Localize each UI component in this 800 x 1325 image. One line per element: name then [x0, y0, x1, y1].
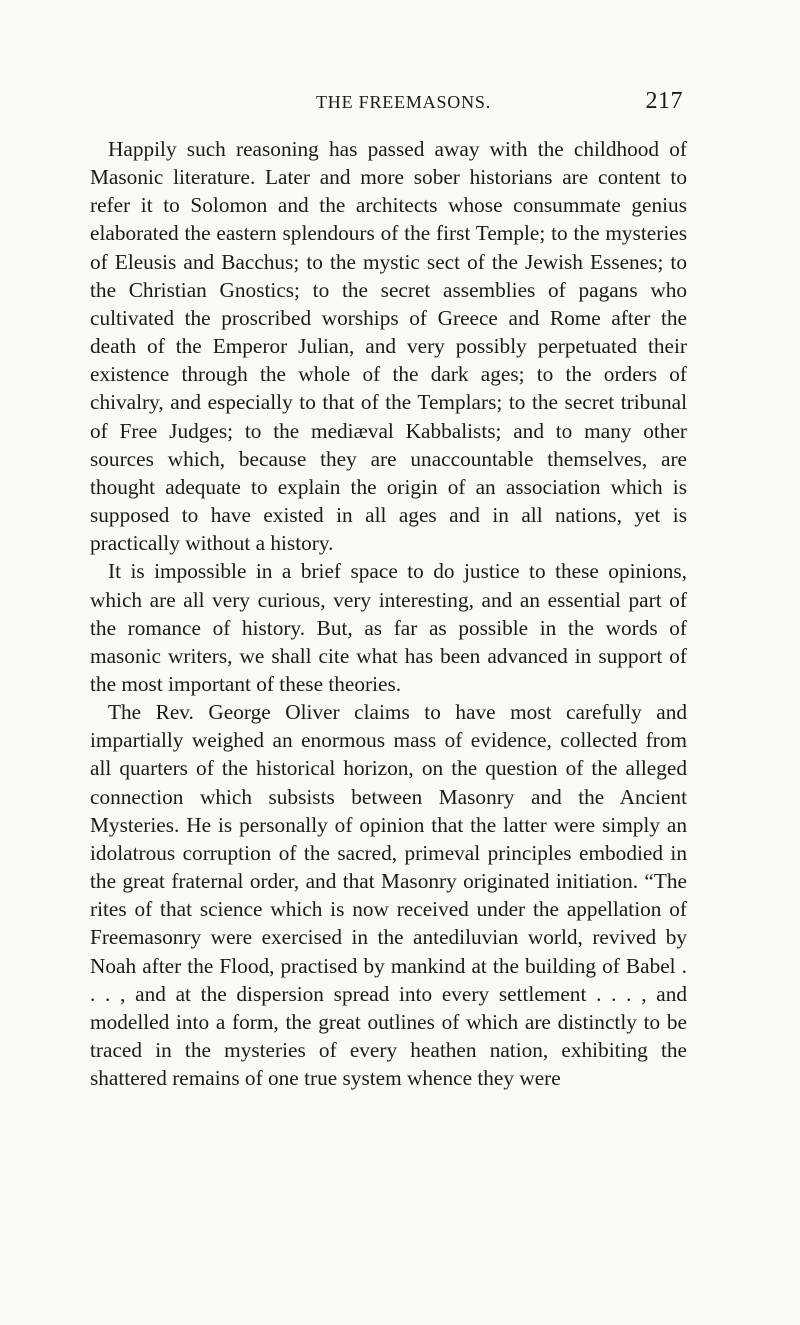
page-header [90, 88, 687, 118]
page-number: 217 [645, 88, 683, 114]
paragraph: It is impossible in a brief space to do justice to these opinions, which are all very curious, very interesting, and an essential part of the romance of history. But, as far as possible in the words of masonic writers, we shall cite what has been advanced in support of the most important of these theories. [90, 559, 687, 696]
running-title: THE FREEMASONS. [315, 92, 492, 112]
body-text [90, 135, 687, 1092]
paragraph: Happily such reasoning has passed away with the childhood of Masonic literature. Later and more sober historians are content to refer it to Solomon and the architects whose consummate genius elaborated the eastern splendours of the first Temple; to the mysteries of Eleusis and Bacchus; to the mystic sect of the Jewish Essenes; to the Christian Gnostics; to the secret assemblies of pagans who cultivated the proscribed worships of Greece and Rome after the death of the Emperor Julian, and very possibly perpetuated their existence through the whole of the dark ages; to the orders of chivalry, and especially to that of the Templars; to the secret tribunal of Free Judges; to the mediæval Kabbalists; and to many other sources which, because they are unaccountable themselves, are thought adequate to explain the origin of an association which is supposed to have existed in all ages and in all nations, yet is practically without a history. [90, 137, 687, 556]
paragraph: The Rev. George Oliver claims to have most carefully and impartially weighed an enormous mass of evidence, collected from all quarters of the historical horizon, on the question of the alleged connection which subsists between Masonry and the Ancient Mysteries. He is personally of opinion that the latter were simply an idolatrous corruption of the sacred, primeval principles embodied in the great fraternal order, and that Masonry originated initiation. “The rites of that science which is now received under the appellation of Freemasonry were exercised in the antediluvian world, revived by Noah after the Flood, practised by mankind at the building of Babel . . . , and at the dispersion spread into every settlement . . . , and modelled into a form, the great outlines of which are distinctly to be traced in the mysteries of every heathen nation, exhibiting the shattered remains of one true system whence they were [90, 700, 687, 1091]
